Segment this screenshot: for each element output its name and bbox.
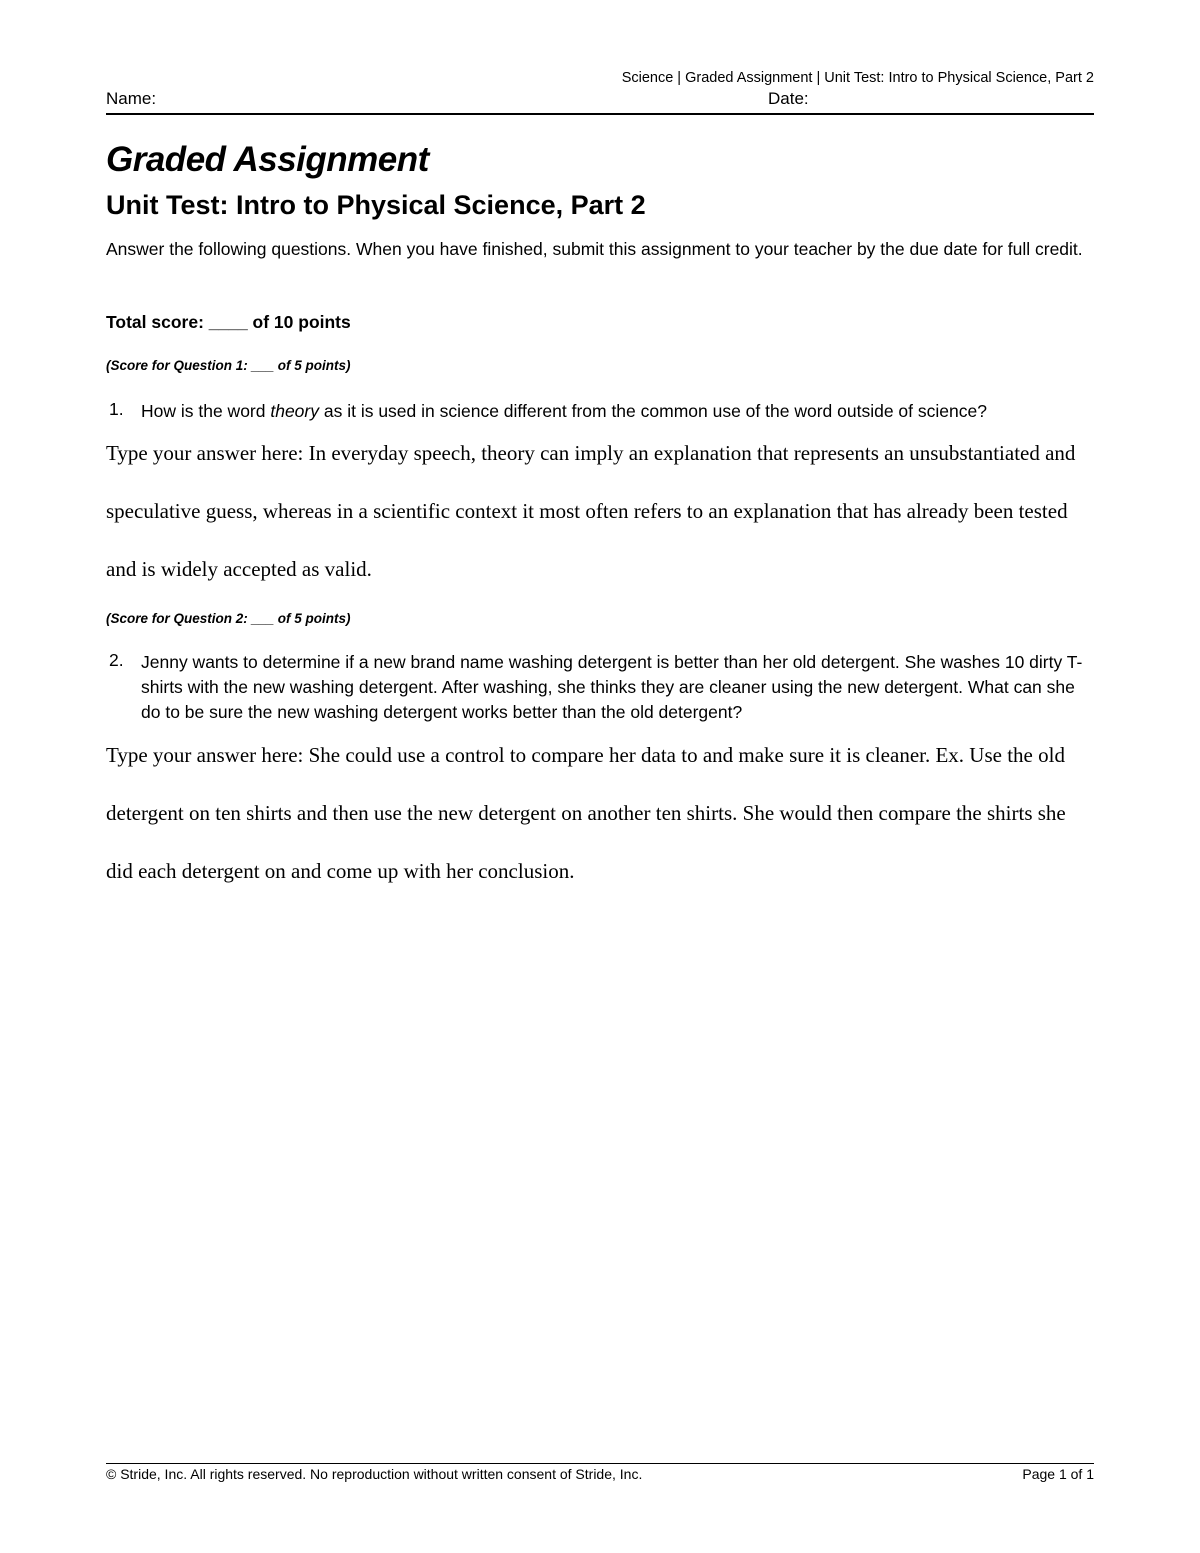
question-1-prompt-emphasis: theory — [270, 401, 319, 421]
question-1-answer[interactable]: Type your answer here: In everyday speech, theory can imply an explanation that represents an unsubstantiated and speculative guess, whereas in a scientific context it most often refers to an explanation that has already been tested and is widely accepted as valid. — [106, 441, 1076, 581]
footer-divider — [106, 1463, 1094, 1464]
question-2-prompt: Jenny wants to determine if a new brand name washing detergent is better than her old detergent. She washes 10 dirty T-shirts with the new washing detergent. After washing, she thinks they are cleaner using the new detergent. What can she do to be sure the new washing detergent works better than the old detergent? — [141, 652, 1083, 722]
header-course-line: Science | Graded Assignment | Unit Test: Intro to Physical Science, Part 2 — [621, 70, 1094, 86]
footer-copyright: © Stride, Inc. All rights reserved. No reproduction without written consent of Stride, Inc. — [106, 1466, 643, 1482]
question-1-prompt-after: as it is used in science different from the common use of the word outside of science? — [319, 401, 987, 421]
question-1-number: 1. — [109, 399, 124, 419]
name-label: Name: — [106, 89, 157, 108]
page-subtitle: Unit Test: Intro to Physical Science, Part 2 — [106, 190, 646, 220]
question-2-number: 2. — [109, 650, 124, 670]
question-1-prompt-before: How is the word — [141, 401, 271, 421]
date-label: Date: — [768, 89, 809, 108]
total-score: Total score: ____ of 10 points — [106, 312, 351, 332]
page-title: Graded Assignment — [106, 140, 429, 179]
question-1-score-line: (Score for Question 1: ___ of 5 points) — [106, 358, 351, 373]
question-1-prompt — [141, 399, 987, 424]
question-2-answer[interactable]: Type your answer here: She could use a control to compare her data to and make sure it is cleaner. Ex. Use the old detergent on ten shirts and then use the new detergent on another ten shirts. She would then compare the shirts she did each detergent on and come up with her conclusion. — [106, 743, 1066, 883]
header-divider — [106, 113, 1094, 115]
question-2-score-line: (Score for Question 2: ___ of 5 points) — [106, 611, 351, 626]
page-number: Page 1 of 1 — [1022, 1466, 1094, 1482]
instructions-text: Answer the following questions. When you have finished, submit this assignment to your teacher by the due date for full credit. — [106, 239, 1083, 259]
